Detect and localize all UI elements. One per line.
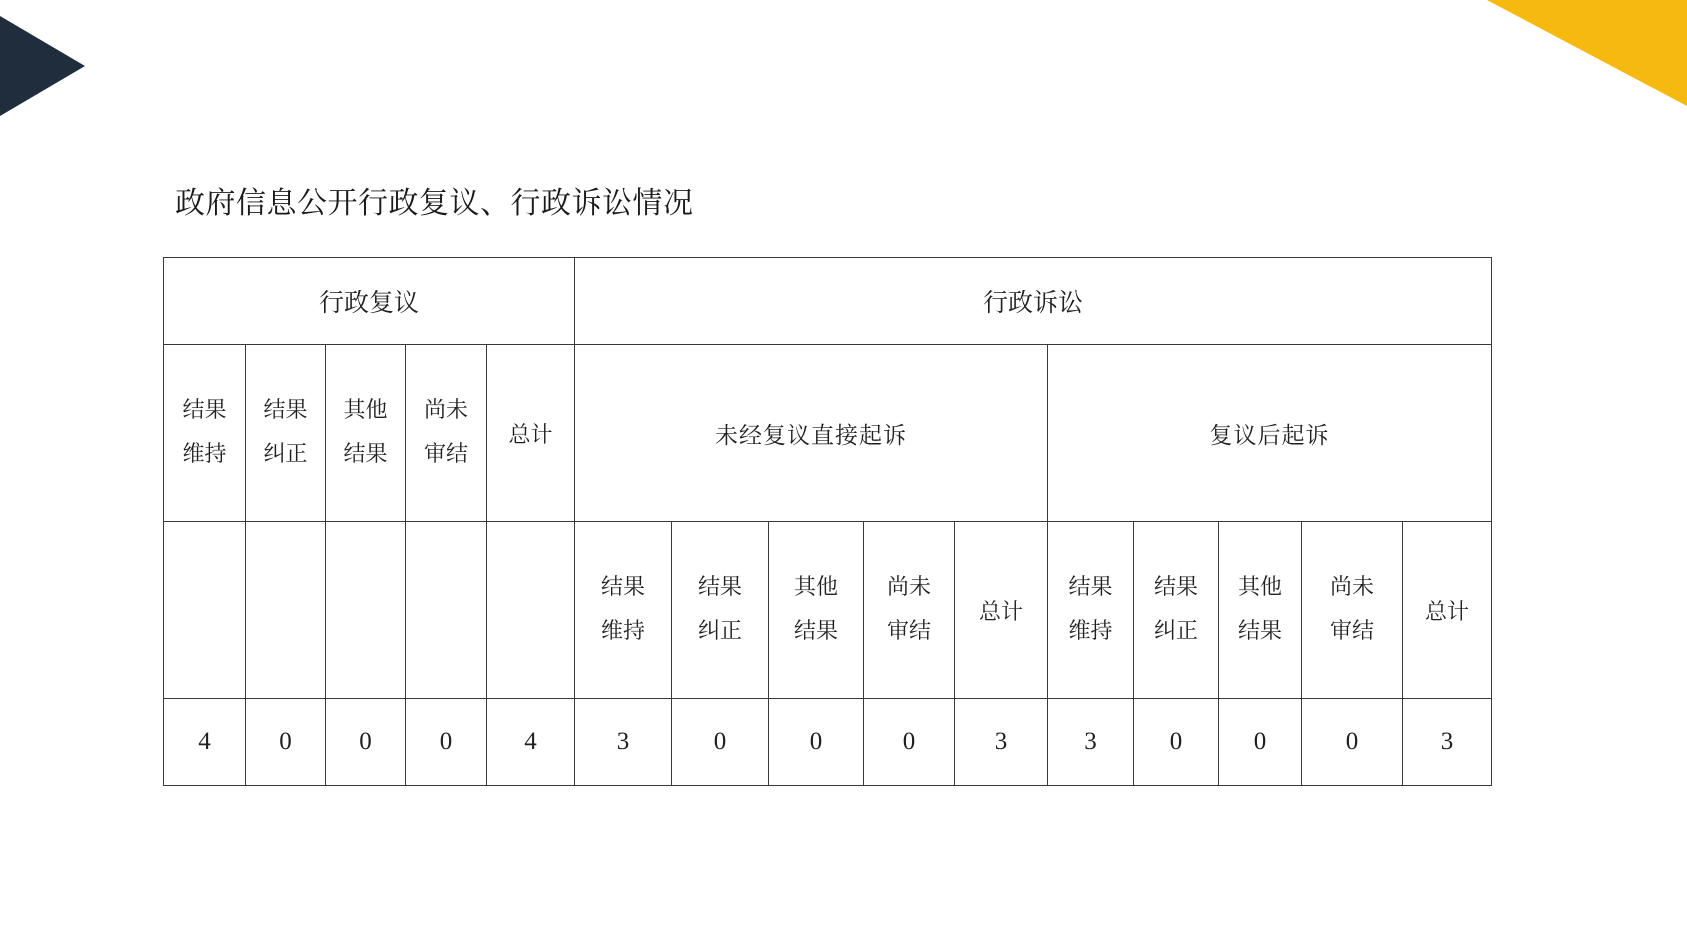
direct-col-label: 结果维持: [601, 575, 646, 644]
dark-triangle-shape: [0, 16, 85, 116]
review-col-label: 其他结果: [343, 398, 388, 467]
value-cell: 4: [164, 699, 246, 786]
value-cell: 0: [769, 699, 864, 786]
value-cell: 3: [1403, 699, 1492, 786]
review-header-cell: [164, 258, 575, 345]
after-col-label: 总计: [1425, 599, 1470, 625]
value-cell: 4: [487, 699, 575, 786]
after-col-label: 结果纠正: [1154, 575, 1199, 644]
review-col-header: [406, 345, 487, 522]
direct-col-label: 结果纠正: [698, 575, 743, 644]
subheader-row: [164, 345, 1492, 522]
value-cell: 3: [575, 699, 672, 786]
dark-triangle-decoration: [0, 0, 90, 120]
after-review-header-cell: [1048, 345, 1492, 522]
review-col-header: [246, 345, 326, 522]
direct-col-header: [955, 522, 1048, 699]
review-col-label: 结果维持: [182, 398, 227, 467]
direct-col-header: [575, 522, 672, 699]
empty-cell: [164, 522, 246, 699]
empty-cell: [326, 522, 406, 699]
value-cell: 3: [955, 699, 1048, 786]
direct-suit-header: 未经复议直接起诉: [715, 422, 907, 449]
direct-col-header: [672, 522, 769, 699]
direct-col-header: [864, 522, 955, 699]
yellow-band-shape: [1487, 0, 1687, 106]
direct-col-label: 其他结果: [794, 575, 839, 644]
review-col-label: 结果纠正: [263, 398, 308, 467]
value-row: [164, 699, 1492, 786]
value-cell: 0: [1134, 699, 1219, 786]
value-cell: 0: [1219, 699, 1302, 786]
review-col-header: [487, 345, 575, 522]
value-cell: 0: [672, 699, 769, 786]
empty-cell: [406, 522, 487, 699]
group-header-row: [164, 258, 1492, 345]
after-col-label: 结果维持: [1068, 575, 1113, 644]
review-col-header: [164, 345, 246, 522]
after-col-header: [1219, 522, 1302, 699]
value-cell: 0: [864, 699, 955, 786]
litigation-header: 行政诉讼: [983, 288, 1084, 317]
after-col-label: 尚未审结: [1330, 575, 1375, 644]
empty-cell: [246, 522, 326, 699]
after-col-label: 其他结果: [1238, 575, 1283, 644]
after-col-header: [1134, 522, 1219, 699]
leaf-header-row: [164, 522, 1492, 699]
direct-suit-header-cell: [575, 345, 1048, 522]
after-col-header: [1302, 522, 1403, 699]
litigation-header-cell: [575, 258, 1492, 345]
direct-col-header: [769, 522, 864, 699]
review-col-label: 总计: [508, 422, 553, 448]
review-col-header: [326, 345, 406, 522]
review-col-label: 尚未审结: [424, 398, 469, 467]
value-cell: 0: [1302, 699, 1403, 786]
after-review-header: 复议后起诉: [1209, 422, 1330, 449]
review-litigation-table: [163, 257, 1492, 786]
review-header: 行政复议: [318, 288, 419, 317]
after-col-header: [1048, 522, 1134, 699]
value-cell: 0: [326, 699, 406, 786]
empty-cell: [487, 522, 575, 699]
value-cell: 0: [406, 699, 487, 786]
direct-col-label: 尚未审结: [887, 575, 932, 644]
value-cell: 3: [1048, 699, 1134, 786]
page-title: 政府信息公开行政复议、行政诉讼情况: [175, 186, 694, 221]
yellow-band-decoration: [1487, 0, 1687, 110]
value-cell: 0: [246, 699, 326, 786]
direct-col-label: 总计: [978, 599, 1023, 625]
after-col-header: [1403, 522, 1492, 699]
